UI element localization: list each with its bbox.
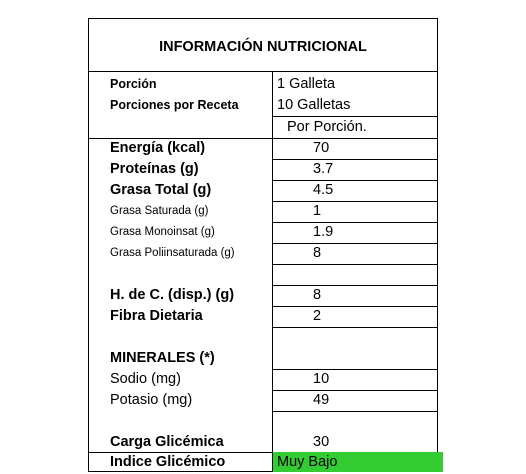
servings-row xyxy=(89,95,437,116)
minerals-header: MINERALES (*) xyxy=(110,350,215,366)
nutrient-value: 1.9 xyxy=(313,224,334,240)
nutrient-value: 1 xyxy=(313,203,322,219)
nutrient-label: Grasa Total (g) xyxy=(110,182,212,198)
glycemic-load-row xyxy=(89,432,437,453)
column-header: Por Porción. xyxy=(287,119,367,135)
glycemic-load-value: 30 xyxy=(313,434,330,450)
divider xyxy=(272,264,438,265)
nutrient-label: Energía (kcal) xyxy=(110,140,206,156)
nutrient-value: 4.5 xyxy=(313,182,334,198)
nutrient-row xyxy=(89,138,437,159)
divider xyxy=(272,327,438,328)
carb-row xyxy=(89,285,437,306)
mineral-label: Sodio (mg) xyxy=(110,371,181,387)
carb-row xyxy=(89,306,437,327)
nutrient-label: Grasa Monoinsat (g) xyxy=(110,226,215,238)
carb-value: 2 xyxy=(313,308,322,324)
servings-value: 10 Galletas xyxy=(277,97,351,113)
nutrient-label: Grasa Saturada (g) xyxy=(110,205,209,217)
carb-label: H. de C. (disp.) (g) xyxy=(110,287,235,303)
nutrient-value: 3.7 xyxy=(313,161,334,177)
table-title: INFORMACIÓN NUTRICIONAL xyxy=(159,39,367,55)
glycemic-index-label: Indice Glicémico xyxy=(110,454,226,470)
serving-label: Porción xyxy=(110,77,157,91)
glycemic-index-value: Muy Bajo xyxy=(273,452,443,472)
mineral-label: Potasio (mg) xyxy=(110,392,193,408)
nutrient-value: 8 xyxy=(313,245,322,261)
nutrition-table xyxy=(88,18,438,472)
glycemic-load-label: Carga Glicémica xyxy=(110,434,224,450)
nutrient-row xyxy=(89,201,437,222)
nutrient-row xyxy=(89,222,437,243)
divider xyxy=(272,411,438,412)
nutrient-label: Grasa Poliinsaturada (g) xyxy=(110,247,235,259)
mineral-value: 10 xyxy=(313,371,330,387)
servings-label: Porciones por Receta xyxy=(110,98,239,112)
column-header-row xyxy=(89,117,437,138)
minerals-header-row xyxy=(89,348,437,369)
carb-label: Fibra Dietaria xyxy=(110,308,203,324)
divider xyxy=(89,71,437,72)
mineral-row xyxy=(89,390,437,411)
glycemic-index-row xyxy=(89,452,437,472)
nutrient-label: Proteínas (g) xyxy=(110,161,199,177)
serving-value: 1 Galleta xyxy=(277,76,336,92)
serving-row xyxy=(89,74,437,95)
nutrient-row xyxy=(89,243,437,264)
mineral-row xyxy=(89,369,437,390)
nutrient-row xyxy=(89,180,437,201)
mineral-value: 49 xyxy=(313,392,330,408)
carb-value: 8 xyxy=(313,287,322,303)
nutrient-value: 70 xyxy=(313,140,330,156)
nutrient-row xyxy=(89,159,437,180)
